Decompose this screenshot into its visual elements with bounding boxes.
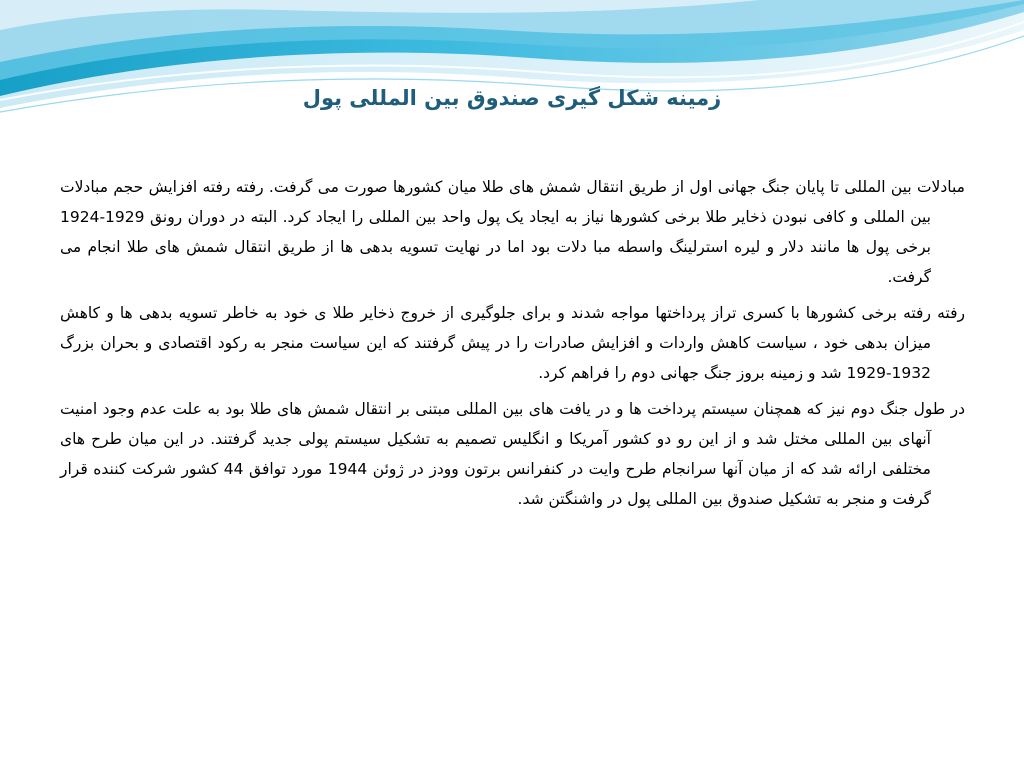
paragraph-bretton-woods: در طول جنگ دوم نیز که همچنان سیستم پرداخت ها و در یافت های بین المللی مبتنی بر انتقال شمش های طلا بود به علت عدم وجود امنیت آنهای بین المللی مختل شد و از این رو دو کشور آمریکا و انگلیس تصمیم به تشکیل سیستم پولی جدید گرفتند. در این میان طرح های مختلفی ارائه شد که از میان آنها سرانجام طرح وایت در کنفرانس برتون وودز در ژوئن 1944 مورد توافق 44 کشور شرکت کننده قرار گرفت و منجر به تشکیل صندوق بین المللی پول در واشنگتن شد. xyxy=(60,400,965,508)
paragraph-gold-transfer: مبادلات بین المللی تا پایان جنگ جهانی اول از طریق انتقال شمش های طلا میان کشورها صورت می گرفت. رفته رفته افزایش حجم مبادلات بین المللی و کافی نبودن ذخایر طلا برخی کشورها نیاز به ایجاد یک پول واحد بین المللی را ایجاد کرد. البته در دوران رونق 1929-1924 برخی پول ها مانند دلار و لیره استرلینگ واسطه مبا دلات بود اما در نهایت تسویه بدهی ها از طریق انتقال شمش های طلا انجام می گرفت. xyxy=(60,178,965,286)
slide-body xyxy=(60,172,965,520)
slide-title: زمینه شکل گیری صندوق بین المللی پول xyxy=(302,86,722,110)
paragraph-trade-deficit: رفته رفته برخی کشورها با کسری تراز پرداختها مواجه شدند و برای جلوگیری از خروج ذخایر طلا ی خود به خاطر تسویه بدهی ها و کاهش میزان بدهی خود ، سیاست کاهش واردات و افزایش صادرات را در پیش گرفتند که این سیاست منجر به رکود اقتصادی و بحران بزرگ 1932-1929 شد و زمینه بروز جنگ جهانی دوم را فراهم کرد. xyxy=(60,304,965,382)
